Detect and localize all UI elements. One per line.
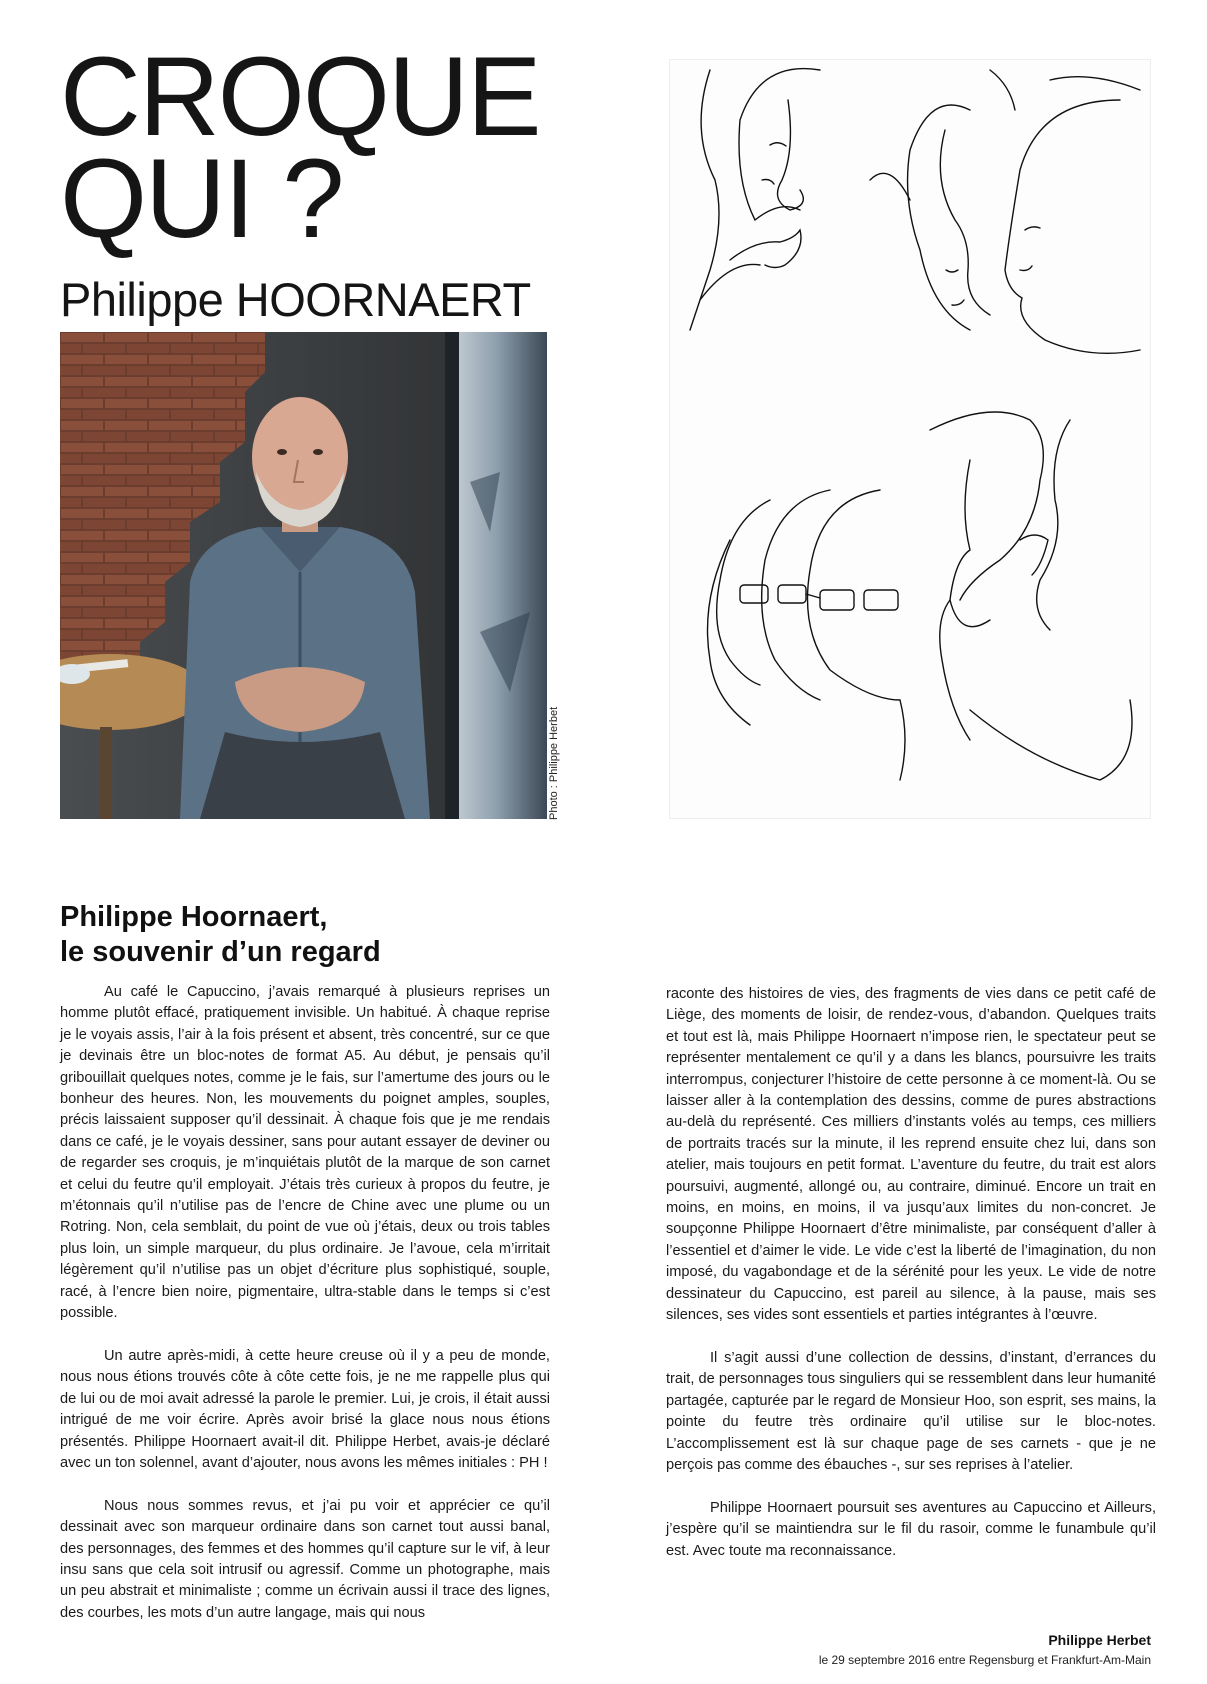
paragraph: Au café le Capuccino, j’avais remarqué à plusieurs reprises un homme plutôt effacé, pratiquement invisible. Un habitué. À chaque reprise je le voyais assis, l’air à la fois présent et absent, très concentré, sur ce que je devinais être un bloc-notes de format A5. Au début, je pensais qu’il gribouillait quelques notes, comme je le fais, sur l’amertume des jours ou le bonheur des heures. Non, les mouvements du poignet amples, souples, précis laissaient supposer qu’il dessinait. À chaque fois que je me rendais dans ce café, je le voyais dessiner, sans pour autant essayer de deviner ou de regarder ses croquis, je m’inquiétais plutôt de la marque de son carnet et celui du feutre qu’il employait. J’étais très curieux à propos du feutre, je m’étonnais qu’il n’utilise pas de l’encre de Chine avec une plume ou un Rotring. Non, cela semblait, du point de vue où j’étais, deux ou trois tables plus loin, un simple marqueur, du plus ordinaire. Je l’avoue, cela m’irritait légèrement qu’il n’utilise pas un objet d’écriture plus sophistiqué, souple, racé, à l’encre bien noire, pigmentaire, ultra-stable dans le temps si c’est possible. — [60, 984, 550, 1322]
portrait-illustration — [60, 332, 547, 819]
heading-line-1: Philippe Hoornaert, — [60, 901, 328, 933]
title-line-2: QUI ? — [60, 136, 343, 261]
artist-name: Philippe HOORNAERT — [60, 273, 531, 326]
article-date-line: le 29 septembre 2016 entre Regensburg et Frankfurt-Am-Main — [818, 1653, 1151, 1667]
paragraph: Philippe Hoornaert poursuit ses aventures au Capuccino et Ailleurs, j’espère qu’il se maintiendra sur le fil du rasoir, comme le funambule qu’il est. Avec toute ma reconnaissance. — [666, 1499, 1156, 1559]
paragraph: Il s’agit aussi d’une collection de dessins, d’instant, d’errances du trait, de personnages tous singuliers qui se ressemblent dans leur humanité partagée, capturée par le regard de Monsieur Hoo, son esprit, ses mains, la pointe du feutre très ordinaire qu’il utilise sur le bloc-notes. L’accomplissement est là sur chaque page de ses carnets - que je ne perçois pas comme des ébauches -, sur ses reprises à l’atelier. — [666, 1349, 1156, 1473]
magazine-title — [60, 34, 540, 261]
sketch-illustration — [670, 60, 1152, 820]
article-heading — [60, 900, 381, 970]
artist-portrait-photo — [60, 332, 547, 819]
line-drawing-faces — [669, 59, 1151, 819]
heading-line-2: le souvenir d’un regard — [60, 936, 381, 968]
photo-credit: Photo : Philippe Herbet — [548, 706, 560, 820]
paragraph: raconte des histoires de vies, des fragments de vies dans ce petit café de Liège, des moments de loisir, de rendez-vous, d’abandon. Quelques traits et tout est là, mais Philippe Hoornaert n’impose rien, le spectateur peut se représenter mentalement ce qu’il y a dans les blancs, poursuivre les traits interrompus, conjecturer l’histoire de cette personne à ce moment-là. Ou se laisser aller à la contemplation des dessins, comme de pures abstractions au-delà du représenté. Ces milliers d’instants volés au temps, ces milliers de portraits tracés sur la minute, il les reprend ensuite chez lui, dans son atelier, mais toujours en petit format. L’aventure du feutre, du trait est alors poursuivi, augmenté, allongé ou, au contraire, diminué. Encore un trait en moins, en moins, en moins, il va jusqu’aux limites du non-concret. Je soupçonne Philippe Hoornaert d’être minimaliste, par conséquent d’aller à l’essentiel et d’aimer le vide. Le vide c’est la liberté de l’imagination, du non imposé, du vagabondage et de la sérénité pour les yeux. Le vide de notre dessinateur du Capuccino, est pareil au silence, à la pause, mais ses silences, ses vides sont essentiels et parties intégrantes à l’œuvre. — [666, 986, 1156, 1324]
title-line-1: CROQUE — [60, 34, 540, 159]
article-column-right — [666, 984, 1156, 1583]
paragraph: Nous nous sommes revus, et j’ai pu voir et apprécier ce qu’il dessinait avec son marqueur ordinaire dans son carnet tout aussi banal, des personnages, des femmes et des hommes qu’il capture sur le vif, à leur insu sans que cela soit intrusif ou agressif. Comme un photographe, mais un peu abstrait et minimaliste ; comme un écrivain aussi il trace des lignes, des courbes, les mots d’un autre langage, mais qui nous — [60, 1497, 550, 1621]
article-signature: Philippe Herbet — [1048, 1632, 1151, 1648]
article-column-left — [60, 982, 550, 1646]
paragraph: Un autre après-midi, à cette heure creuse où il y a peu de monde, nous nous étions trouvés côte à côte cette fois, je ne me rappelle plus qui de lui ou de moi avait adressé la parole le premier. Lui, je crois, il était aussi intrigué de me voir écrire. Après avoir brisé la glace nous nous étions présentés. Philippe Hoornaert avait-il dit. Philippe Herbet, avais-je déclaré avec un ton solennel, avant d’ajouter, nous avons les mêmes initiales : PH ! — [60, 1347, 550, 1471]
